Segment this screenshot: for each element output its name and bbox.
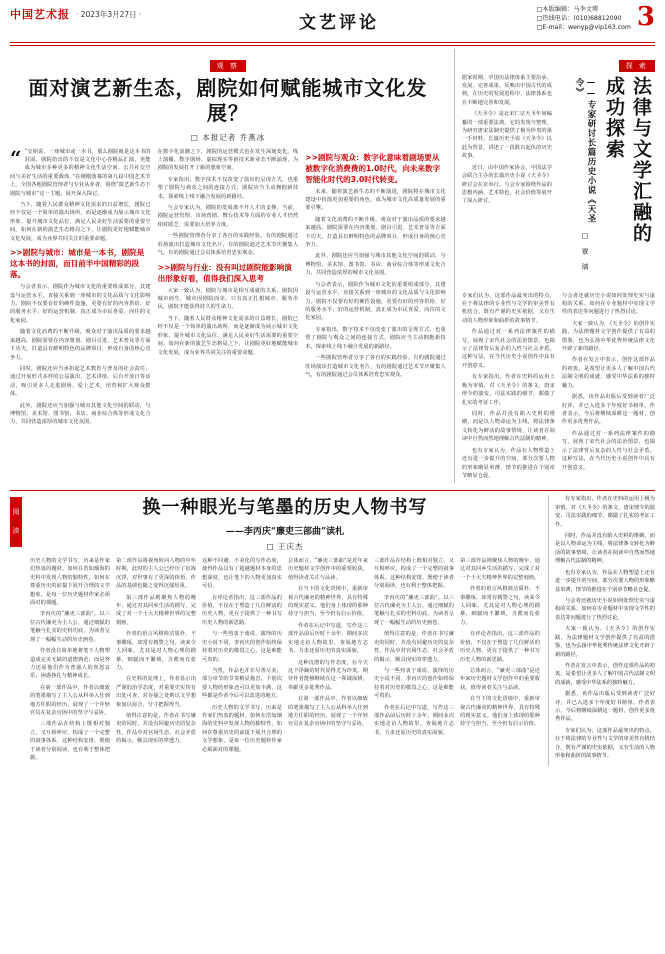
right-article-title: 法律与文学汇融的成功探索 [603, 75, 652, 244]
lead-byline [10, 132, 446, 143]
masthead-left [10, 6, 141, 22]
byline-name: 王庆杰 [277, 541, 304, 551]
lead-subhead-2: >>剧院与行业：没有叫过剧院能影响演出形象好看，值得我们深入思考 [157, 262, 292, 283]
byline-mark: □ [190, 132, 199, 142]
paragraph: 专家们认为，这部作品最突出的特点，在于将法律的专业性与文学的审美性有机结合，既有严谨的史实依据，又有生动的人物形象和曲折的故事情节。 [555, 727, 655, 760]
paragraph: 与会者表示，剧院作为城市文化的重要组成部分，其建设与运营水平，直接关系到一座城市的文化品质与文化影响力。剧院不仅要有好的硬件设施，更要有好的内容供给、好的服务水平、好的运营机制，真正成为市民喜爱、向往的文化家园。 [10, 284, 151, 324]
paragraph: 作品通过对一系列法律案件的描写，展现了宋代社会的法治图景，也揭示了法律背后复杂的人性与社会矛盾。这种写法，在当代历史小说创作中具有开创意义。 [461, 329, 555, 369]
newspaper-logo: 中国艺术报 [10, 8, 70, 21]
bottom-right-column [548, 495, 655, 765]
paragraph: 当下，随着人民群众精神文化需求的日益增长，剧院已经不仅是一个简单的演出场所，而是逐渐成为展示城市文化形象、提升城市文化品位、满足人民美好生活需要的重要空间。如何在新的演艺生态格局之下，让剧院更好地赋能城市文化发展，成为业界共同关注的重要命题。 [157, 315, 299, 356]
paragraph: 大家一致认为，《天圣令》的创作实践，为法律题材文学创作提供了有益的借鉴，也为弘扬中华优秀传统法律文化开辟了新的路径。 [561, 320, 655, 353]
section-divider [10, 490, 655, 491]
bottom-column-3 [202, 557, 282, 766]
paragraph: 一些剧院管理者分享了各自的实践经验。有的剧院通过驻场演出打造城市文化名片，有的剧院通过艺术节庆聚集人气，有的剧院通过会员体系培育忠实观众。 [157, 233, 299, 257]
right-tag-wrap [462, 53, 655, 72]
paragraph: 总体而言，“廉吏三部曲”是近年来历史题材文学创作中的重要收获，值得读者关注与品读。 [288, 557, 368, 581]
masthead-rule-thin [10, 45, 655, 46]
paragraph: 作者在后记中写道，写作这三部作品前后历时十余年，期间多次实地走访人物故里，查阅地方志书，力求还原历史的真实面貌。 [374, 704, 454, 736]
paragraph: 据悉，该作品出版后受到读者广泛好评，并已入选多个年度好书榜单。作者表示，今后将继续深耕这一题材，创作更多优秀作品。 [555, 691, 655, 723]
paragraph: 李丙庆的“廉吏三部曲”，以三位古代廉吏为主人公，通过细腻的笔触与扎实的史料功底，为读者呈现了一幅幅生动的历史画卷。 [374, 594, 454, 626]
paragraph: 据悉，该作品出版后受到读者广泛好评，并已入选多个年度好书榜单。作者表示，今后将继续深耕这一题材，创作更多优秀作品。 [561, 394, 655, 426]
paragraph: 有专家指出，作者在史料的运用上极为审慎，对《天圣令》的条文、唐宋律令的演变、司法实践的细节，都做了扎实的考证工作。 [555, 496, 655, 528]
paragraph: 作者的语言风格简洁质朴，不事雕琢，却常有精警之句，读来令人回味。尤其是对人物心理的描摹，细腻而不繁琐，含蓄而有张力。 [460, 586, 540, 626]
paragraph: 与会者还就历史小说如何处理史实与虚构的关系、如何在专业题材中实现文学性的表达等问题进行了热烈讨论。 [555, 598, 655, 621]
page-number: 3 [636, 2, 655, 32]
paragraph: 作者没有简单地将笔下人物塑造成完美无缺的道德典范，而是努力还原他们作为普通人的喜怒哀乐、困惑挣扎与精神成长。 [30, 648, 110, 680]
right-section-tag: 探 索 [619, 60, 655, 72]
lead-column-3 [305, 148, 446, 430]
bottom-headline: 换一种眼光与笔墨的历史人物书写 [142, 497, 428, 519]
bottom-section [10, 495, 655, 765]
paragraph: 三部作品在结构上既相对独立，又互相呼应，构成了一个完整的叙事体系。这种结构安排，既便于读者分别阅读，也有利于整体把握。 [374, 557, 454, 590]
paragraph: 第三部作品则聚焦人物的晚年，通过对其回乡生活的描写，完成了对一个士大夫精神世界的完整刻画。 [460, 557, 540, 581]
paragraph: 也有专家认为，作品在人物塑造上还有进一步提升的空间，部分次要人物的形象略显单薄，情节的推进在个别章节略显仓促。 [555, 569, 655, 593]
bottom-subtitle: ——李丙庆“廉吏三部曲”读札 [225, 526, 345, 537]
paragraph: 作品通过对一系列法律案件的描写，展现了宋代社会的法治图景，也揭示了法律背后复杂的人性与社会矛盾。这种写法，在当代历史小说创作中具有开创意义。 [561, 430, 655, 471]
paragraph: 在数字化浪潮之下，剧院的运营模式也在发生深刻变化。线上演播、数字剧场、虚拟现实等新技术新业态不断涌现，为剧院的发展打开了新的想象空间。 [157, 148, 299, 172]
paragraph: 据家时期，中国历法律体系主要沿承、发展、完善成果，反映出中国古代的成熟，在历史的发展进程中，法律体系也在不断地完善和发展。 [461, 74, 552, 106]
right-article-subtitle: ——专家研讨长篇历史小说《天圣令》 [574, 77, 596, 223]
paragraph: 《天圣令》是北宋仁宗天圣年间编纂的一部重要法典，它的发现与整理，为研究唐宋法制史提供了极为珍贵的第一手材料。长篇历史小说《天圣令》以此为背景，讲述了一段跌宕起伏的历史故事。 [461, 111, 552, 160]
right-column-lead [462, 74, 552, 209]
paragraph: 未来，随着演艺新生态的不断演进，剧院将在城市文化建设中扮演更加重要的角色，成为城市文化高质量发展的重要引擎。 [305, 188, 446, 212]
paragraph: 与会专家认为，剧院的发展离不开人才的支撑。当前，剧院运营管理、市场营销、舞台技术等方面的专业人才仍然相对匮乏，需要加大培养力度。 [157, 205, 299, 228]
paragraph: 历史人物的文学书写，历来是作家们热衷的题材。如何在浩如烟海的史料中发现人物的独特性，如何在尊重历史的前提下展开合理的文学想象，是每一位历史题材作家必须面对的课题。 [202, 704, 282, 753]
dropcap: “ [10, 145, 22, 170]
bottom-column-5 [374, 557, 454, 766]
paragraph: 在第一部作品中，作者以细致的笔墨描写了主人公从科举入仕到地方任职的经历，展现了一个年轻官员在复杂官场中的坚守与妥协。 [288, 696, 368, 728]
right-column-2 [562, 292, 655, 484]
paragraph: 作者在后记中写道，写作这三部作品前后历时十余年，期间多次实地走访人物故里，查阅地方志书，力求还原历史的真实面貌。 [288, 622, 368, 655]
paragraph: “ “交朋说，一座城市或一本书，那么剧院就是这本书的封面。剧院给出的不仅是文化中心谷精品汇演，更能成为城市多种更多的精神文化生活空间、公共社交空间与美好生活的重要载体。”在刚刚落幕的第九届中国艺术节上，全国各地剧院管理者与专业从业者，围绕“演艺新生态下剧院与城市”这一主题，展开深入探讨。 [10, 145, 151, 197]
bottom-column-6 [460, 557, 540, 766]
paragraph: 这种沉潜的写作态度，在今天这个浮躁的时代显得尤为珍贵。期待作者能够继续在这一领域深耕，奉献更多优秀作品。 [288, 659, 368, 691]
paragraph: 大家一致认为，《天圣令》的创作实践，为法律题材文学创作提供了有益的借鉴，也为弘扬中华优秀传统法律文化开辟了新的路径。 [555, 626, 655, 658]
email-line: □E-mail：wenyp@vip163.com [536, 23, 631, 31]
right-body-columns [462, 292, 655, 484]
section-title: 文艺评论 [299, 13, 380, 33]
bottom-column-1 [30, 557, 110, 766]
bottom-column-2 [116, 557, 196, 766]
paragraph: 第三部作品则聚焦人物的晚年，通过对其回乡生活的描写，完成了对一个士大夫精神世界的完整刻画。 [116, 594, 196, 626]
paragraph: 有评论者指出，这三部作品的价值，不仅在于塑造了几位鲜活的历史人物，更在于提供了一种书写历史人物的新思路。 [460, 631, 540, 663]
lead-headline: 面对演艺新生态，剧院如何赋能城市文化发展？ [28, 75, 428, 125]
bottom-columns [30, 557, 540, 766]
masthead-right [536, 2, 655, 33]
bottom-byline [30, 541, 540, 552]
paragraph: 值得注意的是，作者在书写廉吏的同时，并没有回避历史的复杂性。作品中对官场生态、社会矛盾的揭示，颇具现实的穿透力。 [116, 713, 196, 745]
paragraph: 与一些热衷于戏说、演绎的历史小说不同，李丙庆的创作始终保持着对历史的敬畏之心，这是难能可贵的。 [202, 631, 282, 663]
top-section [10, 49, 655, 484]
paragraph: 随着文化消费的不断升级，观众对于演出品质的要求越来越高。剧院需要在内容策划、剧目引进、艺术普及等方面下功夫，打造具有鲜明特色的品牌项目，形成自身的核心竞争力。 [305, 216, 446, 249]
paragraph: 此外，剧院还应当加强与城市其他文化空间的联动，与博物馆、美术馆、图书馆、书店、商业综合体等形成文化合力，共同营造浓厚的城市文化氛围。 [305, 253, 446, 277]
lead-article [10, 49, 446, 484]
paragraph: 同时，作品并没有陷入史料的堆砌，而是以人物命运为主线，将法律条文转化为鲜活的故事情境，让读者在阅读中自然而然地理解古代法制的精神。 [555, 533, 655, 565]
paragraph: 在当下的文化语境中，重新审视古代廉吏的精神世界，具有特殊的现实意义。他们身上体现的那种持守与担当，至今仍有启示价值。 [460, 696, 540, 728]
paragraph: 当然，作品也并非尽善尽美。部分章节的节奏稍显拖沓，个别次要人物的形象还可以更加丰满，这些都是作者今后可以改进的地方。 [202, 667, 282, 700]
masthead-rule [10, 42, 655, 43]
paragraph: 一些剧院管理者分享了各自的实践经验。有的剧院通过驻场演出打造城市文化名片，有的剧院通过艺术节庆聚集人气，有的剧院通过会员体系培育忠实观众。 [305, 355, 446, 378]
paragraph: 总体而言，“廉吏三部曲”是近年来历史题材文学创作中的重要收获，值得读者关注与品读。 [460, 667, 540, 691]
paragraph: 李丙庆的“廉吏三部曲”，以三位古代廉吏为主人公，通过细腻的笔触与扎实的史料功底，为读者呈现了一幅幅生动的历史画卷。 [30, 611, 110, 643]
paragraph: 第二部作品将视角转向人物的中年时期，此时的主人公已经历了宦海沉浮，对世事有了更深的体悟，作品的基调也随之变得沉郁厚重。 [116, 557, 196, 590]
paragraph: 与一些热衷于戏说、演绎的历史小说不同，李丙庆的创作始终保持着对历史的敬畏之心，这是难能可贵的。 [374, 667, 454, 700]
paragraph: 专家指出，数字技术不仅改变了演出的呈现方式，也重塑了剧院与观众之间的连接方式。剧院应当主动拥抱新技术，探索线上线下融合发展的新路径。 [305, 326, 446, 350]
paragraph: 同时，剧院还应当承担起艺术教育与普及的社会责任，通过开展形式多样的公益演出、艺术讲座、后台开放日等活动，吸引更多人走进剧场、爱上艺术，培育和扩大观众群体。 [10, 365, 151, 398]
editor-line: □本版编辑：马李文博 [536, 6, 599, 13]
byline-name: 本报记者 乔燕冰 [202, 132, 266, 142]
lead-tag-wrap [10, 53, 446, 72]
hotline-line: □热线电话：(010)68812090 [536, 14, 622, 22]
paragraph: 同时，作品并没有陷入史料的堆砌，而是以人物命运为主线，将法律条文转化为鲜活的故事情境，让读者在阅读中自然而然地理解古代法制的精神。 [461, 410, 555, 443]
paragraph: 历史人物的文学书写，历来是作家们热衷的题材。如何在浩如烟海的史料中发现人物的独特性，如何在尊重历史的前提下展开合理的文学想象，是每一位历史题材作家必须面对的课题。 [30, 557, 110, 606]
paragraph: 作者的语言风格简洁质朴，不事雕琢，却常有精警之句，读来令人回味。尤其是对人物心理的描摹，细腻而不繁琐，含蓄而有张力。 [116, 631, 196, 671]
lead-column-1 [10, 145, 151, 430]
paragraph: 与会者表示，剧院作为城市文化的重要组成部分，其建设与运营水平，直接关系到一座城市的文化品质与文化影响力。剧院不仅要有好的硬件设施，更要有好的内容供给、好的服务水平、好的运营机制，真正成为市民喜爱、向往的文化家园。 [305, 281, 446, 322]
paragraph: 也有专家认为，作品在人物塑造上还有进一步提升的空间，部分次要人物的形象略显单薄，情节的推进在个别章节略显仓促。 [461, 447, 555, 479]
paragraph: 在当下的文化语境中，重新审视古代廉吏的精神世界，具有特殊的现实意义。他们身上体现的那种持守与担当，至今仍有启示价值。 [288, 586, 368, 618]
bottom-article [30, 495, 540, 765]
paragraph: 这种不回避、不美化的写作态度，使得作品具有了超越题材本身的思想深度，也让笔下的人物更加真实可信。 [202, 557, 282, 590]
paragraph: 与会者还就历史小说如何处理史实与虚构的关系、如何在专业题材中实现文学性的表达等问题进行了热烈讨论。 [561, 292, 655, 316]
paragraph: 有专家指出，作者在史料的运用上极为审慎，对《天圣令》的条文、唐宋律令的演变、司法实践的细节，都做了扎实的考证工作。 [461, 374, 555, 406]
lead-columns [10, 145, 446, 430]
paragraph: 专家指出，数字技术不仅改变了演出的呈现方式，也重塑了剧院与观众之间的连接方式。剧院应当主动拥抱新技术，探索线上线下融合发展的新路径。 [157, 176, 299, 200]
paragraph: 专家们认为，这部作品最突出的特点，在于将法律的专业性与文学的审美性有机结合，既有严谨的史实依据，又有生动的人物形象和曲折的故事情节。 [461, 292, 555, 324]
paragraph: 在史料的处理上，作者显示出严谨的治学态度，对重要史实均有出处可查，对存疑之处则以文学想象加以弥合，分寸把握得当。 [116, 676, 196, 708]
paragraph: 作者在发言中表示，创作这部作品的初衷，是希望让更多人了解中国古代法制文明的成就，感受中华法系的独特魅力。 [555, 662, 655, 686]
right-article-byline: □ 覃 璃 [581, 231, 589, 270]
right-column-1 [462, 292, 555, 484]
right-vertical-title-block [559, 74, 655, 292]
paragraph: 有评论者指出，这三部作品的价值，不仅在于塑造了几位鲜活的历史人物，更在于提供了一种书写历史人物的新思路。 [202, 594, 282, 626]
lead-column-2 [158, 148, 299, 430]
paragraph: 作者在发言中表示，创作这部作品的初衷，是希望让更多人了解中国古代法制文明的成就，感受中华法系的独特魅力。 [561, 357, 655, 389]
bottom-section-tag: 阅 读 [10, 497, 22, 547]
paragraph: 近日，由中国作家协会、中国法学会联合主办的长篇历史小说《天圣令》研讨会在京举行。与会专家围绕作品的思想内涵、艺术特色、社会价值等展开了深入研讨。 [461, 164, 552, 205]
paragraph: 在第一部作品中，作者以细致的笔墨描写了主人公从科举入仕到地方任职的经历，展现了一个年轻官员在复杂官场中的坚守与妥协。 [30, 684, 110, 717]
paragraph: 大家一致认为，剧院与城市是相互成就的关系。剧院因城市而生，城市因剧院而美。只有真正扎根城市、服务市民，剧院才能获得持久的生命力。 [157, 287, 299, 311]
paragraph: 值得注意的是，作者在书写廉吏的同时，并没有回避历史的复杂性。作品中对官场生态、社会矛盾的揭示，颇具现实的穿透力。 [374, 631, 454, 663]
bottom-column-4 [288, 557, 368, 766]
right-top-row [462, 74, 655, 292]
paragraph: 随着文化消费的不断升级，观众对于演出品质的要求越来越高。剧院需要在内容策划、剧目引进、艺术普及等方面下功夫，打造具有鲜明特色的品牌项目，形成自身的核心竞争力。 [10, 329, 151, 361]
lead-subhead-1: >>剧院与城市：城市是一本书，剧院是这本书的封面，而目前半中国精彩的段落。 [10, 248, 145, 280]
byline-mark: □ [266, 541, 275, 551]
lead-subhead-3: >>剧院与观众：数字化意味着剧场要从被数字化消费费的1.0时代，向未来数字智能化时代的3.0时代转变。 [305, 152, 441, 184]
publication-date: · 2023年3月27日 · [76, 9, 142, 19]
paragraph: 三部作品在结构上既相对独立，又互相呼应，构成了一个完整的叙事体系。这种结构安排，既便于读者分别阅读，也有利于整体把握。 [30, 721, 110, 762]
masthead-contact-info [537, 6, 631, 33]
masthead [10, 2, 655, 40]
right-article [454, 49, 655, 484]
paragraph: 当下，随着人民群众精神文化需求的日益增长，剧院已经不仅是一个简单的演出场所，而是逐渐成为展示城市文化形象、提升城市文化品位、满足人民美好生活需要的重要空间。如何在新的演艺生态格局之下，让剧院更好地赋能城市文化发展，成为业界共同关注的重要命题。 [10, 202, 151, 242]
lead-section-tag: 观 察 [210, 60, 246, 72]
paragraph: 此外，剧院还应当加强与城市其他文化空间的联动，与博物馆、美术馆、图书馆、书店、商业综合体等形成文化合力，共同营造浓厚的城市文化氛围。 [10, 402, 151, 426]
